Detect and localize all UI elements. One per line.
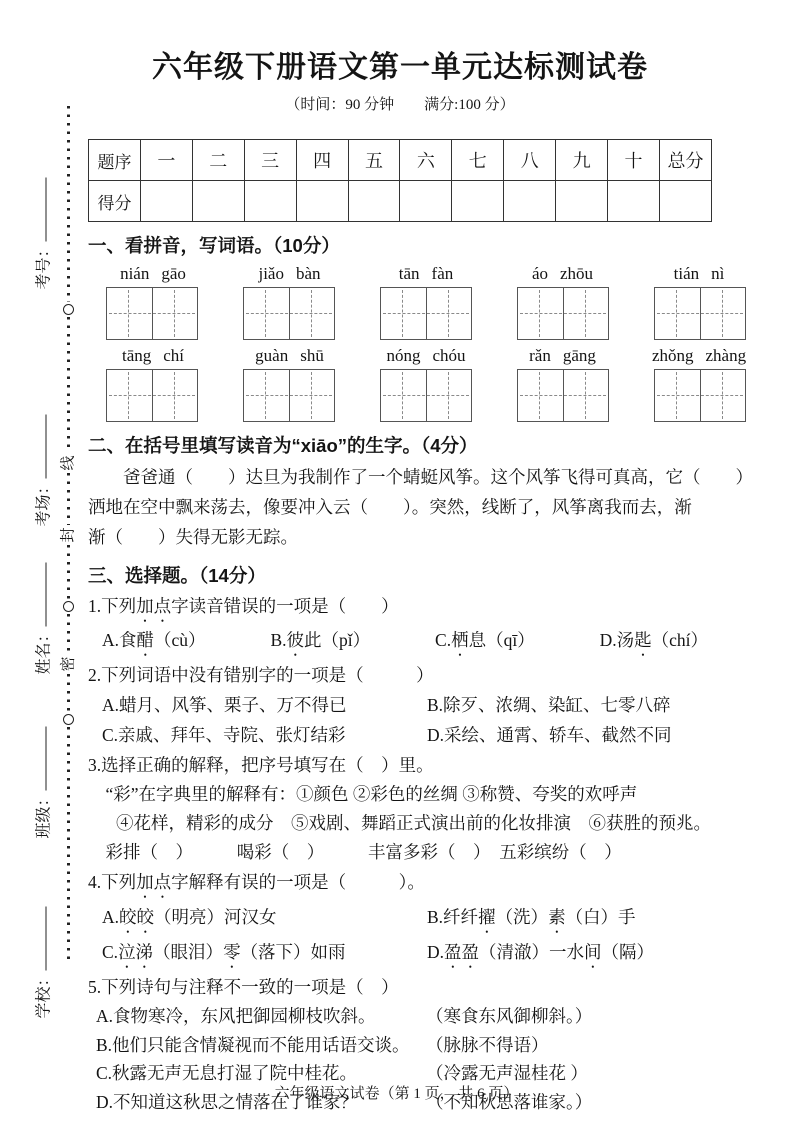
score-col-header: 四 — [296, 140, 348, 181]
q5-option-note: （不知秋思落谁家。） — [426, 1091, 593, 1112]
q1-option: D.汤匙（chí） — [599, 630, 708, 650]
seal-dotted-segment — [67, 545, 70, 599]
section2-line: 洒地在空中飘来荡去，像要冲入云（ ）。突然，线断了，风筝离我而去，渐 — [88, 497, 692, 517]
writing-box[interactable] — [517, 287, 609, 340]
q1-option: C.栖息（qī） — [435, 630, 535, 650]
writing-box[interactable] — [380, 369, 472, 422]
writing-box[interactable] — [243, 369, 335, 422]
score-cell[interactable] — [504, 181, 556, 222]
q5-option-note: （寒食东风御柳斜。） — [426, 1006, 593, 1026]
q4-option: B.纤纤擢（洗）素（白）手 — [427, 907, 636, 927]
q2-option: C.亲戚、拜年、寺院、张灯结彩 — [102, 725, 346, 745]
pinyin-pair: guàn shū — [255, 346, 324, 365]
q3-line: “彩”在字典里的解释有：①颜色 ②彩色的丝绸 ③称赞、夸奖的欢呼声 — [105, 784, 638, 804]
sidebar-field-blank[interactable] — [42, 415, 47, 479]
score-cell[interactable] — [400, 181, 452, 222]
exam-content — [88, 30, 753, 1116]
score-cell[interactable] — [140, 181, 192, 222]
q5-option-note: （冷露无声湿桂花 ） — [426, 1063, 588, 1083]
section2-line: 爸爸通（ ）达旦为我制作了一个蜻蜓风筝。这个风筝飞得可真高，它（ ） — [123, 467, 753, 487]
q4-option: A.皎皎（明亮）河汉女 — [102, 907, 277, 927]
score-col-header: 七 — [452, 140, 504, 181]
seal-dotted-segment — [67, 727, 70, 962]
q5-option-text: A.食物寒冷，东风把御园柳枝吹斜。 — [96, 1006, 376, 1026]
seal-char-xian: 线 — [60, 455, 77, 471]
q5-option-note: （脉脉不得语） — [426, 1034, 549, 1055]
pinyin-pair: nóng chóu — [386, 346, 466, 365]
seal-circle — [63, 714, 74, 725]
score-table — [88, 139, 712, 222]
q4-option: C.泣涕（眼泪）零（落下）如雨 — [102, 942, 346, 962]
pinyin-pair: tāng chí — [121, 346, 185, 365]
seal-dotted-segment — [67, 614, 70, 654]
q1-options — [102, 626, 708, 660]
score-row-label: 得分 — [89, 181, 141, 222]
q5-option — [96, 1031, 712, 1060]
page-footer: 六年级语文试卷（第 1 页， 共 6 页） — [274, 1086, 519, 1102]
seal-dotted-segment — [67, 317, 70, 453]
pinyin-pair: tián nì — [673, 264, 725, 283]
sidebar-field-exam-room — [31, 386, 54, 556]
section2-line: 渐（ ）失得无影无踪。 — [88, 527, 298, 547]
score-col-header: 总分 — [659, 140, 711, 181]
score-cell[interactable] — [659, 181, 711, 222]
sidebar-field-class — [31, 698, 54, 868]
q5-option-text: B.他们只能含情凝视而不能用话语交谈。 — [96, 1034, 410, 1055]
pinyin-row-2 — [106, 346, 746, 366]
sidebar-field-blank[interactable] — [42, 907, 47, 971]
score-col-header: 六 — [400, 140, 452, 181]
score-cell[interactable] — [244, 181, 296, 222]
sidebar-field-school — [31, 878, 54, 1048]
page-title: 六年级下册语文第一单元达标测试卷 — [152, 51, 648, 84]
q5-option-text: D.不知道这秋思之情落在了谁家？ — [96, 1091, 359, 1112]
sidebar-field-student-name — [31, 534, 54, 704]
score-table-header-row — [89, 140, 712, 181]
q5-option — [96, 1002, 712, 1031]
sidebar-field-blank[interactable] — [42, 563, 47, 627]
q3-body — [88, 780, 712, 867]
seal-circle — [63, 601, 74, 612]
pinyin-pair: nián gāo — [120, 264, 186, 283]
q2-stem: 2.下列词语中没有错别字的一项是（ ） — [88, 665, 434, 685]
section2-heading: 二、在括号里填写读音为“xiāo”的生字。（4分） — [88, 435, 478, 456]
pinyin-pair: jiǎo bàn — [258, 264, 321, 283]
score-cell[interactable] — [608, 181, 660, 222]
score-table-score-row — [89, 181, 712, 222]
seal-circle — [63, 304, 74, 315]
writing-box[interactable] — [654, 369, 746, 422]
q2-options — [102, 690, 712, 750]
score-col-header: 二 — [192, 140, 244, 181]
pinyin-pair: rǎn gāng — [529, 346, 596, 365]
pinyin-pair: tān fàn — [398, 264, 454, 283]
score-table-corner-label: 题序 — [89, 140, 141, 181]
writing-box[interactable] — [106, 287, 198, 340]
pinyin-pair: áo zhōu — [531, 264, 594, 283]
q2-option: A.蜡月、风筝、栗子、万不得已 — [102, 695, 347, 715]
q4-options — [102, 902, 712, 972]
writing-box[interactable] — [517, 369, 609, 422]
q5-option-text: C.秋露无声无息打湿了院中桂花。 — [96, 1063, 358, 1083]
score-cell[interactable] — [296, 181, 348, 222]
q2-option: B.除歹、浓绸、染缸、七零八碎 — [427, 695, 671, 715]
score-cell[interactable] — [556, 181, 608, 222]
q4-option: D.盈盈（清澈）一水间（隔） — [427, 942, 655, 962]
writing-box[interactable] — [243, 287, 335, 340]
exam-time-score-note: （时间：90 分钟 满分:100 分） — [285, 97, 515, 113]
sidebar-field-label: 班级： — [35, 790, 53, 839]
seal-dotted-segment — [67, 473, 70, 525]
seal-char-feng: 封 — [60, 527, 77, 543]
sidebar-field-label: 考号： — [35, 241, 53, 290]
sidebar-field-label: 姓名： — [35, 626, 53, 675]
score-cell[interactable] — [192, 181, 244, 222]
q3-stem: 3.选择正确的解释，把序号填写在（ ）里。 — [88, 755, 434, 775]
q3-line: ④花样，精彩的成分 ⑤戏剧、舞蹈正式演出前的化妆排演 ⑥获胜的预兆。 — [116, 813, 711, 833]
sidebar-field-label: 考场： — [35, 478, 53, 527]
q5-stem: 5.下列诗句与注释不一致的一项是（ ） — [88, 977, 399, 997]
section3-heading: 三、选择题。（14分） — [88, 565, 266, 586]
score-col-header: 五 — [348, 140, 400, 181]
pinyin-pair: zhǒng zhàng — [651, 346, 747, 365]
q1-option: A.食醋（cù） — [102, 630, 206, 650]
seal-char-mi: 密 — [60, 656, 77, 672]
q2-option: D.采绘、通霄、轿车、截然不同 — [427, 725, 672, 745]
score-col-header: 三 — [244, 140, 296, 181]
pinyin-row-1 — [106, 264, 746, 284]
q1-option: B.彼此（pǐ） — [270, 630, 371, 650]
sidebar-field-blank[interactable] — [42, 727, 47, 791]
sidebar-field-label: 学校： — [35, 970, 53, 1019]
score-cell[interactable] — [348, 181, 400, 222]
score-col-header: 九 — [556, 140, 608, 181]
box-row-2 — [106, 369, 746, 422]
seal-dotted-segment — [67, 674, 70, 712]
seal-line — [61, 106, 75, 962]
q3-line: 彩排（ ） 喝彩（ ） 丰富多彩（ ） 五彩缤纷（ ） — [105, 842, 622, 862]
seal-dotted-segment — [67, 106, 70, 302]
box-row-1 — [106, 287, 746, 340]
score-col-header: 一 — [140, 140, 192, 181]
writing-box[interactable] — [654, 287, 746, 340]
sidebar-field-blank[interactable] — [42, 178, 47, 242]
sidebar-field-exam-number — [31, 149, 54, 319]
writing-box[interactable] — [380, 287, 472, 340]
section1-heading: 一、看拼音，写词语。（10分） — [88, 235, 340, 256]
q1-stem: 1.下列加点字读音错误的一项是（ ） — [88, 596, 399, 616]
score-cell[interactable] — [452, 181, 504, 222]
score-col-header: 八 — [504, 140, 556, 181]
q4-stem: 4.下列加点字解释有误的一项是（ ）。 — [88, 872, 425, 892]
section2-paragraph — [88, 462, 753, 552]
writing-box[interactable] — [106, 369, 198, 422]
score-col-header: 十 — [608, 140, 660, 181]
